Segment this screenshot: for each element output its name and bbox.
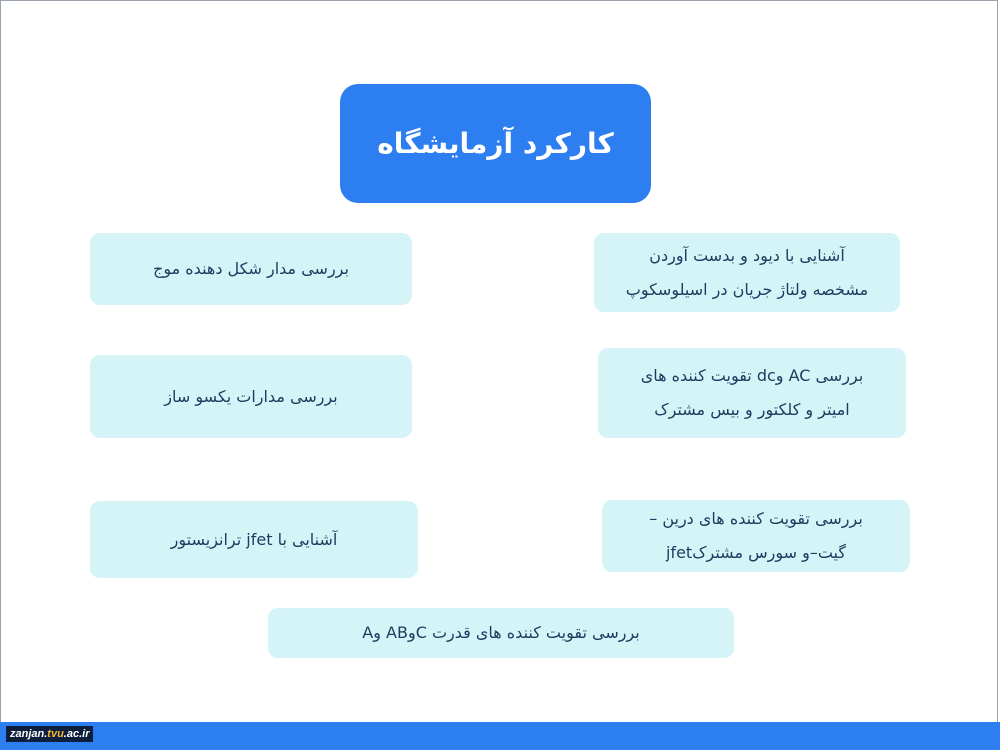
- card-power-amp-text: بررسی تقویت کننده های قدرت CوAB وA: [362, 623, 640, 642]
- card-waveshaper: [90, 233, 412, 305]
- card-diode-line2: مشخصه ولتاژ جریان در اسیلوسکوپ: [625, 279, 869, 299]
- card-jfet-intro-text: آشنایی با jfet ترانزیستور: [170, 529, 338, 549]
- card-rectifier: [90, 355, 412, 438]
- card-amplifier-ac-dc-line2: امیتر و کلکتور و بیس مشترک: [654, 400, 850, 419]
- footer-bar: [0, 722, 1000, 750]
- card-diode-line1: آشنایی با دیود و بدست آوردن: [649, 245, 845, 265]
- card-jfet-amp-line1: بررسی تقویت کننده های درین –: [649, 509, 863, 528]
- footer-site-accent: tvu: [47, 728, 64, 740]
- card-amplifier-ac-dc-line1: بررسی AC وdc تقویت کننده های: [640, 366, 864, 385]
- card-amplifier-ac-dc: [598, 348, 906, 438]
- footer-site-prefix: zanjan.: [10, 728, 48, 740]
- card-jfet-amp: [602, 500, 910, 572]
- card-jfet-intro: [90, 501, 418, 578]
- card-diode: [594, 233, 900, 312]
- footer-site-label: [6, 726, 93, 742]
- slide-title: کارکرد آزمایشگاه: [340, 84, 651, 203]
- card-power-amp: [268, 608, 734, 658]
- card-waveshaper-text: بررسی مدار شکل دهنده موج: [153, 259, 349, 278]
- footer-site-suffix: .ac.ir: [63, 728, 90, 740]
- card-jfet-amp-line2: گیت–و سورس مشترکjfet: [665, 543, 846, 562]
- card-rectifier-text: بررسی مدارات یکسو ساز: [164, 386, 338, 406]
